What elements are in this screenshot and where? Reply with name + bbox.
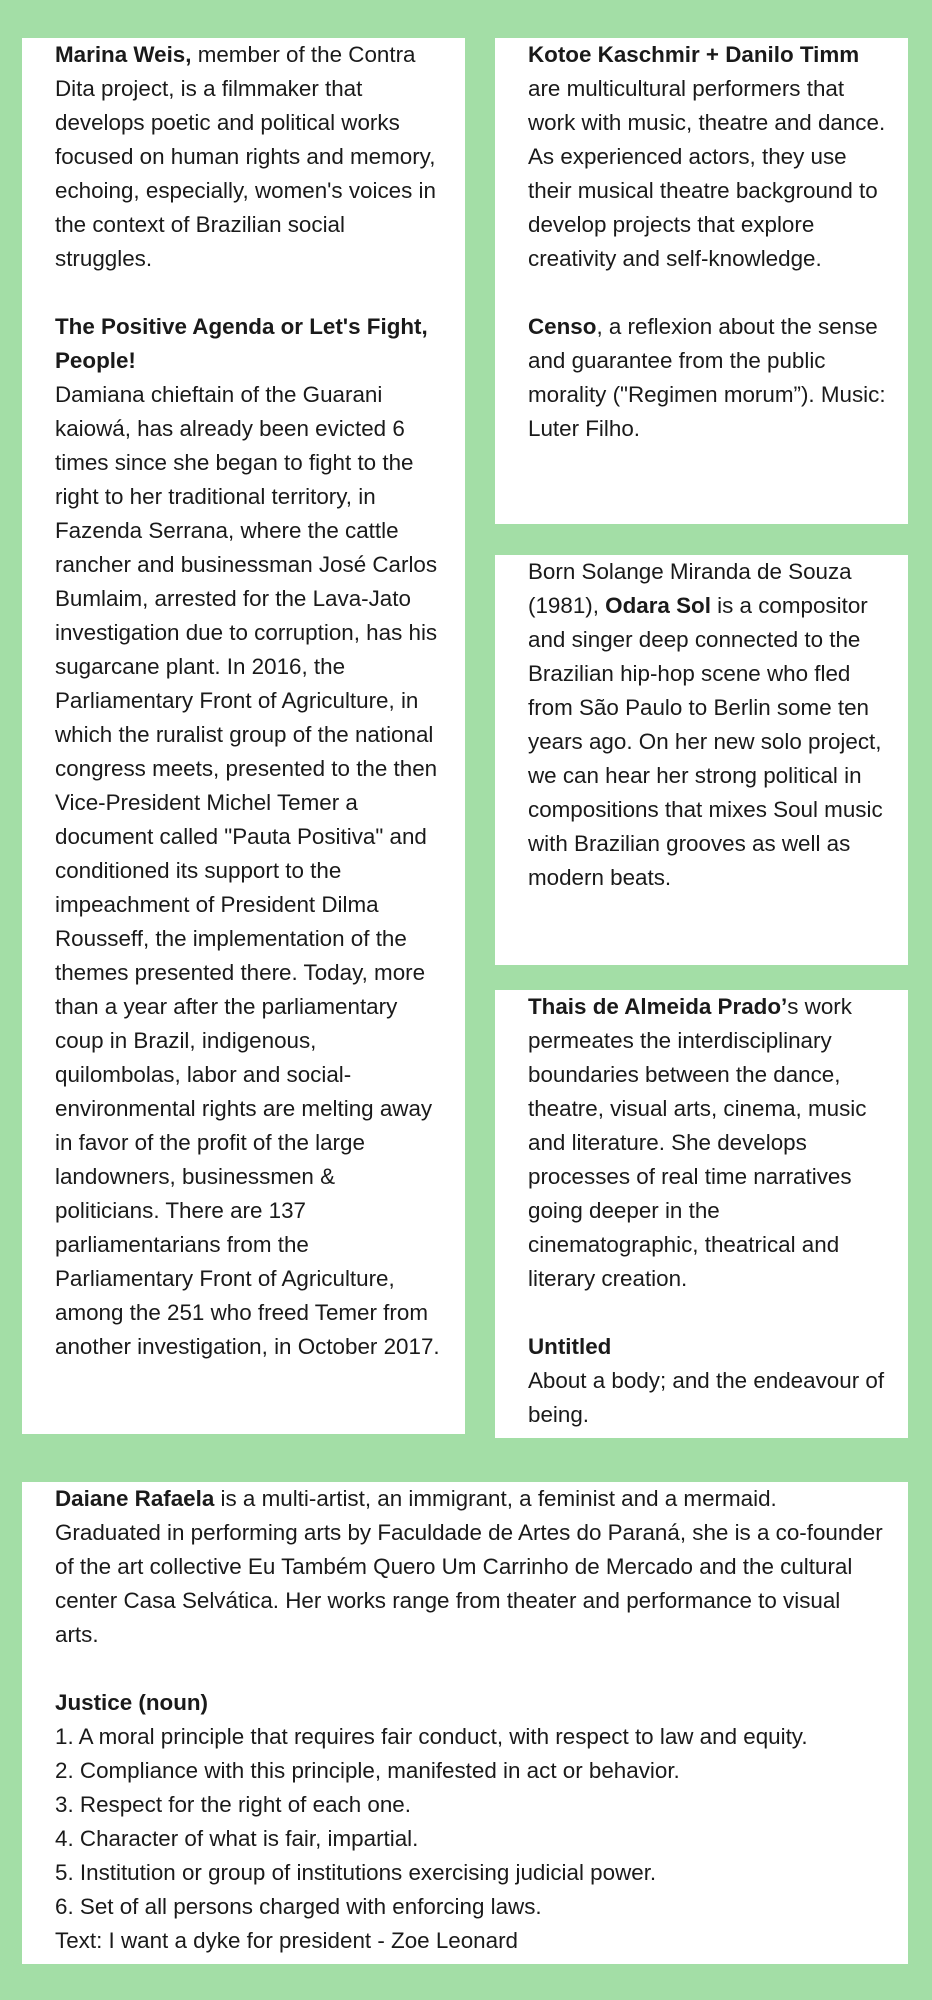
marina-weis-card: [22, 38, 465, 1434]
work-title: Justice (noun): [55, 1690, 209, 1715]
definition-item: 6. Set of all persons charged with enforcing laws.: [55, 1894, 542, 1919]
daiane-rafaela-bio: Daiane Rafaela is a multi-artist, an immigrant, a feminist and a mermaid. Graduated in performing arts by Faculdade de Artes do Paraná, she is a co-founder of the art collective Eu Também Quero Um Carrinho de Mercado and the cultural center Casa Selvática. Her works range from theater and performance to visual arts.: [55, 1486, 883, 1647]
kotoe-danilo-bio: Kotoe Kaschmir + Danilo Timm are multicultural performers that work with music, theatre and dance. As experienced actors, they use their musical theatre background to develop projects that explore creativity and self-knowledge.: [528, 42, 886, 271]
definition-item: 2. Compliance with this principle, manifested in act or behavior.: [55, 1758, 680, 1783]
artist-name: Daiane Rafaela: [55, 1486, 215, 1511]
thais-prado-card: [495, 990, 908, 1438]
odara-sol-bio: Born Solange Miranda de Souza (1981), Odara Sol is a compositor and singer deep connected to the Brazilian hip-hop scene who fled from São Paulo to Berlin some ten years ago. On her new solo project, we can hear her strong political in compositions that mixes Soul music with Brazilian grooves as well as modern beats.: [528, 559, 883, 890]
definition-item: 4. Character of what is fair, impartial.: [55, 1826, 419, 1851]
kotoe-danilo-card: [495, 38, 908, 524]
thais-prado-bio: Thais de Almeida Prado’s work permeates the interdisciplinary boundaries between the dance, theatre, visual arts, cinema, music and literature. She develops processes of real time narratives going deeper in the cinematographic, theatrical and literary creation.: [528, 994, 867, 1291]
artist-name: Thais de Almeida Prado’: [528, 994, 788, 1019]
definition-item: 3. Respect for the right of each one.: [55, 1792, 411, 1817]
artist-name: Kotoe Kaschmir + Danilo Timm: [528, 42, 860, 67]
daiane-rafaela-card: [22, 1482, 908, 1964]
odara-sol-card: [495, 555, 908, 965]
definition-item: 1. A moral principle that requires fair conduct, with respect to law and equity.: [55, 1724, 808, 1749]
work-title: The Positive Agenda or Let's Fight, People!: [55, 314, 428, 373]
work-title: Censo: [528, 314, 597, 339]
work-description: About a body; and the endeavour of being.: [528, 1368, 885, 1427]
artist-name: Odara Sol: [605, 593, 711, 618]
work-title: Untitled: [528, 1334, 612, 1359]
marina-weis-bio: Marina Weis, member of the Contra Dita project, is a filmmaker that develops poetic and political works focused on human rights and memory, echoing, especially, women's voices in the context of Brazilian social struggles.: [55, 42, 436, 271]
artist-name: Marina Weis,: [55, 42, 192, 67]
text-credit: Text: I want a dyke for president - Zoe Leonard: [55, 1928, 518, 1953]
definition-item: 5. Institution or group of institutions exercising judicial power.: [55, 1860, 657, 1885]
work-description: Damiana chieftain of the Guarani kaiowá, has already been evicted 6 times since she began to fight to the right to her traditional territory, in Fazenda Serrana, where the cattle rancher and businessman José Carlos Bumlaim, arrested for the Lava-Jato investigation due to corruption, has his sugarcane plant. In 2016, the Parliamentary Front of Agriculture, in which the ruralist group of the national congress meets, presented to the then Vice-President Michel Temer a document called "Pauta Positiva" and conditioned its support to the impeachment of President Dilma Rousseff, the implementation of the themes presented there. Today, more than a year after the parliamentary coup in Brazil, indigenous, quilombolas, labor and social-environmental rights are melting away in favor of the profit of the large landowners, businessmen & politicians. There are 137 parliamentarians from the Parliamentary Front of Agriculture, among the 251 who freed Temer from another investigation, in October 2017.: [55, 382, 440, 1359]
work-description: Censo, a reflexion about the sense and guarantee from the public morality ("Regimen morum”). Music: Luter Filho.: [528, 314, 886, 441]
